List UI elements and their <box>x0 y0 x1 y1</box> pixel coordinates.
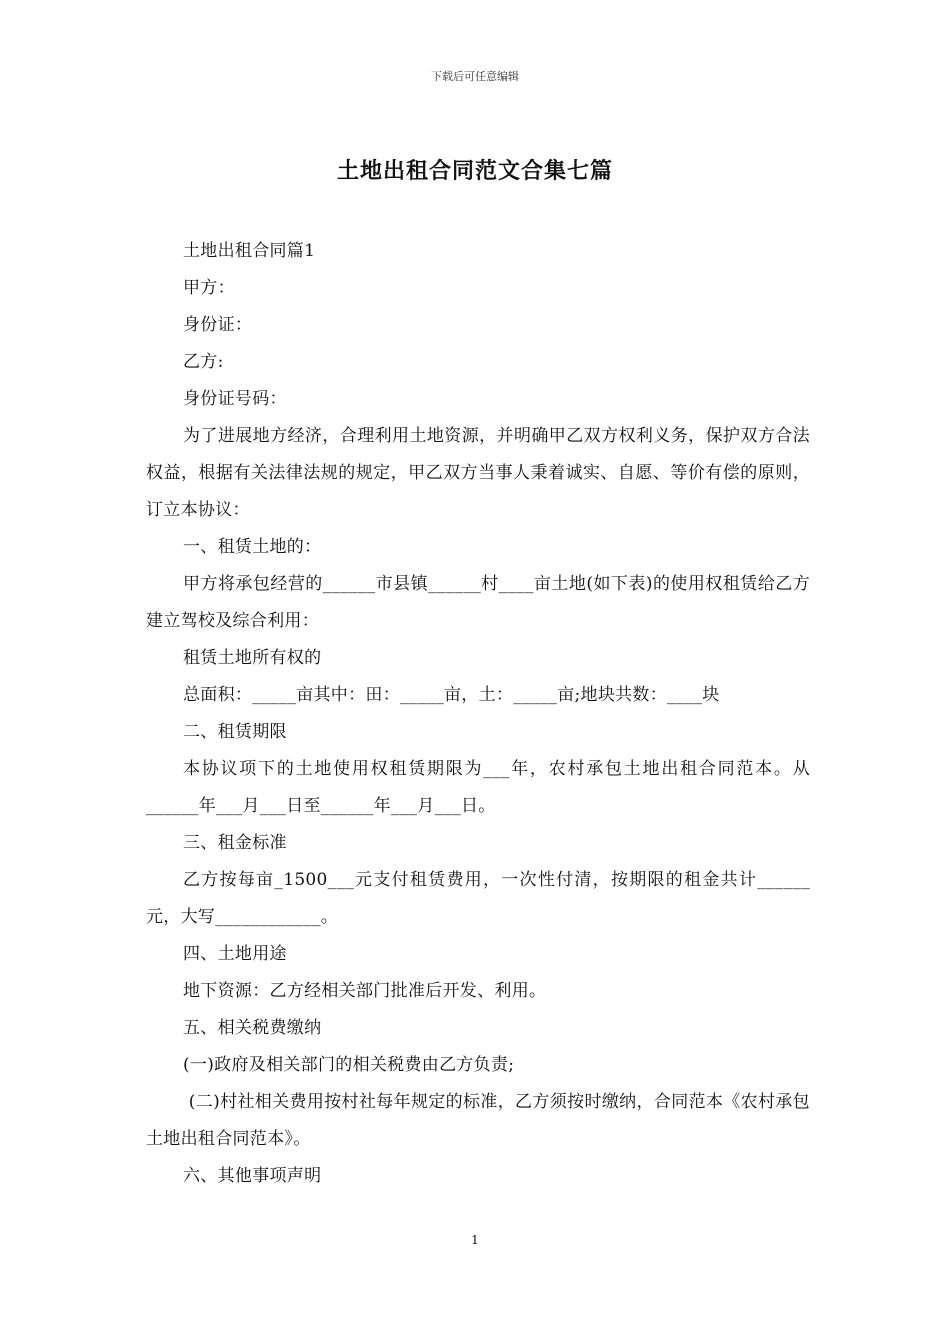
paragraph-clause-5-item-2: (二)村社相关费用按村社每年规定的标准，乙方须按时缴纳，合同范本《农村承包土地出租合同范本》。 <box>146 1092 810 1149</box>
paragraph-clause-5-item-1: (一)政府及相关部门的相关税费由乙方负责; <box>183 1055 515 1075</box>
paragraph-clause-1-body: 甲方将承包经营的______市县镇______村____亩土地(如下表)的使用权租赁给乙方建立驾校及综合利用： <box>146 574 810 631</box>
document-title: 土地出租合同范文合集七篇 <box>336 158 613 184</box>
paragraph-clause-4-heading: 四、土地用途 <box>183 944 287 964</box>
paragraph-clause-3-heading: 三、租金标准 <box>183 833 287 853</box>
paragraph-party-a: 甲方： <box>183 278 235 298</box>
paragraph-clause-3-body: 乙方按每亩_1500___元支付租赁费用，一次性付清，按期限的租金共计______元，大写____________。 <box>146 870 810 927</box>
paragraph-preamble: 为了进展地方经济，合理利用土地资源，并明确甲乙双方权利义务，保护双方合法权益，根据有关法律法规的规定，甲乙双方当事人秉着诚实、自愿、等价有偿的原则，订立本协议： <box>146 426 810 520</box>
paragraph-clause-2-heading: 二、租赁期限 <box>183 722 287 742</box>
paragraph-clause-4-body: 地下资源：乙方经相关部门批准后开发、利用。 <box>183 981 547 1001</box>
paragraph-clause-2-body: 本协议项下的土地使用权租赁期限为___年，农村承包土地出租合同范本。从______年___月___日至______年___月___日。 <box>146 759 810 816</box>
paragraph-party-b-id: 身份证号码： <box>183 389 287 409</box>
header-note: 下载后可任意编辑 <box>431 70 519 83</box>
document-body <box>146 233 810 1195</box>
page-number: 1 <box>471 1233 479 1247</box>
paragraph-ownership: 租赁土地所有权的 <box>183 648 322 668</box>
paragraph-clause-6-heading: 六、其他事项声明 <box>183 1166 322 1186</box>
paragraph-section-heading: 土地出租合同篇1 <box>183 241 316 261</box>
paragraph-clause-1-heading: 一、租赁土地的： <box>183 537 322 557</box>
paragraph-party-b: 乙方: <box>183 352 224 372</box>
paragraph-total-area: 总面积：_____亩其中：田：_____亩，土：_____亩;地块共数：____块 <box>183 685 720 705</box>
paragraph-party-a-id: 身份证： <box>183 315 253 335</box>
paragraph-clause-5-heading: 五、相关税费缴纳 <box>183 1018 322 1038</box>
